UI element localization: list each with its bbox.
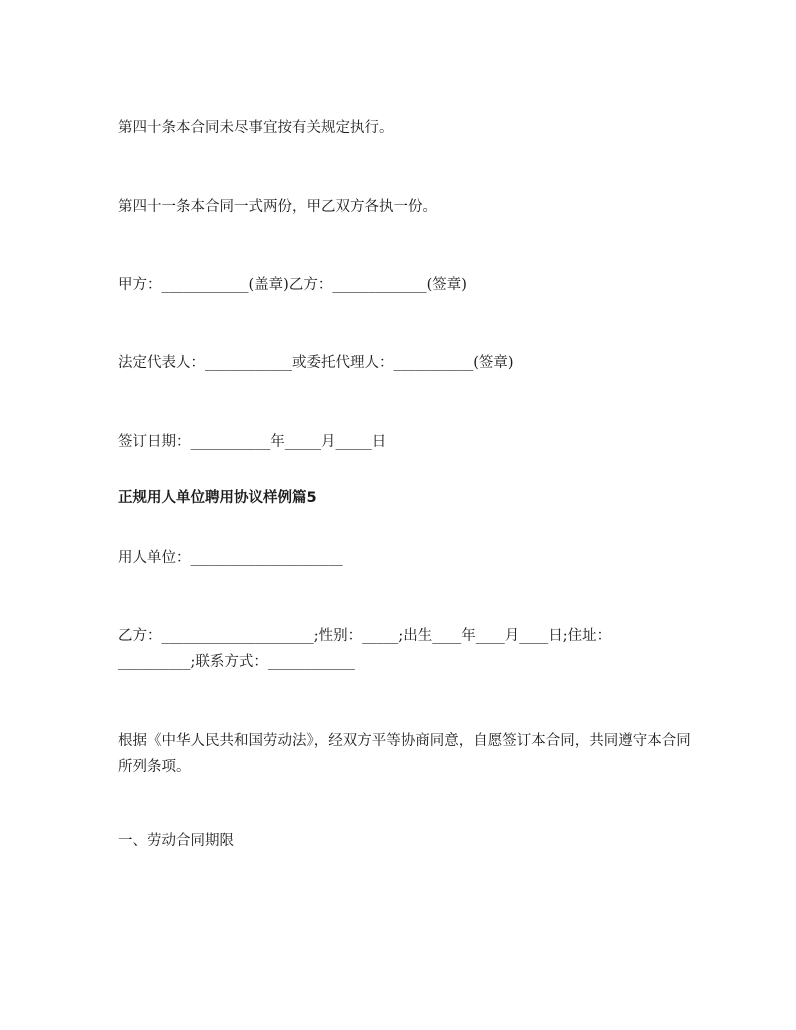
representative-line: 法定代表人：____________或委托代理人：___________(签章) [118,355,514,371]
section-title: 正规用人单位聘用协议样例篇5 [118,490,317,506]
clause-1-title: 一、劳动合同期限 [118,833,234,849]
date-line: 签订日期：___________年_____月_____日 [118,434,387,450]
article-40: 第四十条本合同未尽事宜按有关规定执行。 [118,120,394,136]
party-b-line-1: 乙方：_____________________;性别：_____;出生____年____月____日;住址： [118,628,612,644]
article-41: 第四十一条本合同一式两份，甲乙双方各执一份。 [118,199,437,215]
employer-line: 用人单位：_____________________ [118,550,343,566]
signature-line: 甲方：____________(盖章)乙方：_____________(签章) [118,277,467,293]
preamble: 根据《中华人民共和国劳动法》，经双方平等协商同意，自愿签订本合同，共同遵守本合同所列条项。 [118,733,691,775]
party-b-line-2: __________;联系方式：____________ [118,654,355,670]
